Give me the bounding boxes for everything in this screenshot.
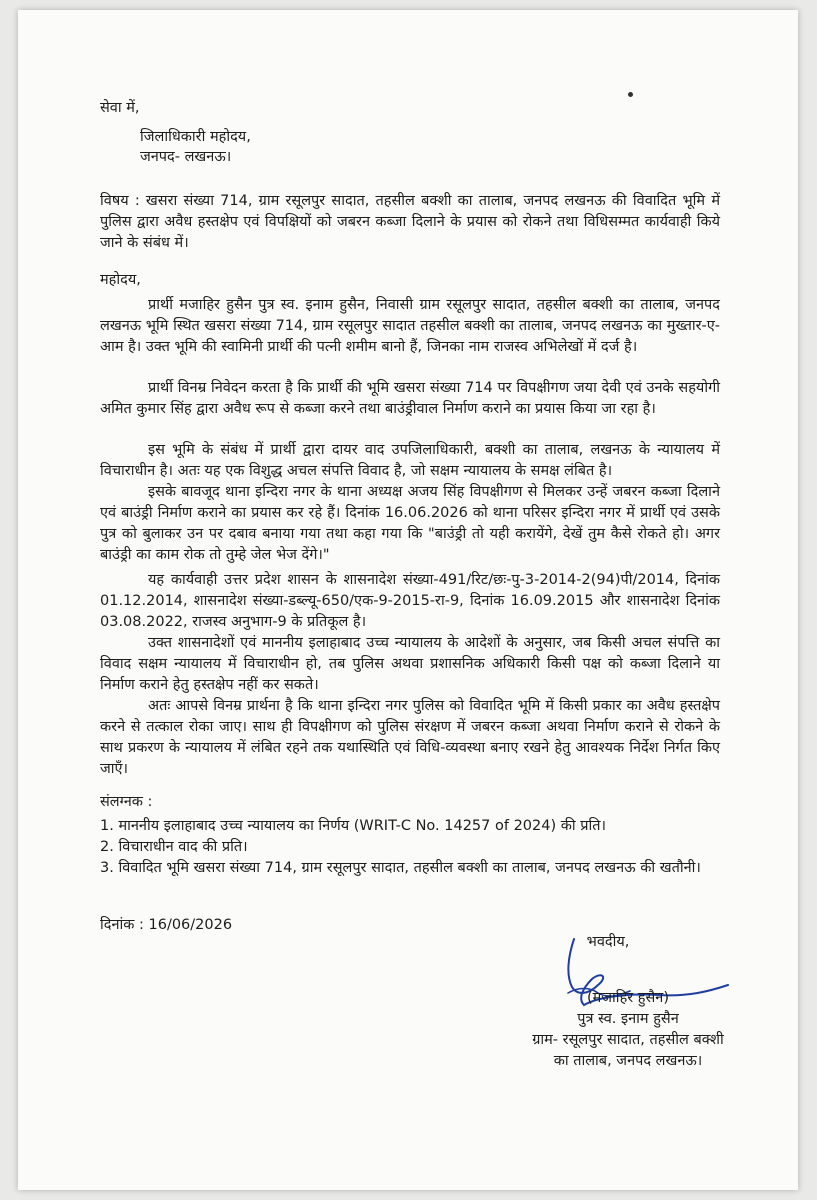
subject: विषय : खसरा संख्या 714, ग्राम रसूलपुर सादात, तहसील बक्शी का तालाब, जनपद लखनऊ की विवादित भूमि में पुलिस द्वारा अवैध हस्तक्षेप एवं विपक्षियों को जबरन कब्जा दिलाने के प्रयास को रोकने तथा विधिसम्मत कार्यवाही किये जाने के संबंध में।	[100, 193, 720, 251]
paragraph-2: प्रार्थी विनम्र निवेदन करता है कि प्रार्थी की भूमि खसरा संख्या 714 पर विपक्षीगण जया देवी एवं उनके सहयोगी अमित कुमार सिंह द्वारा अवैध रूप से कब्जा करने तथा बाउंड्रीवाल निर्माण कराने का प्रयास किया जा रहा है।	[100, 380, 720, 417]
paragraph-4: इसके बावजूद थाना इन्दिरा नगर के थाना अध्यक्ष अजय सिंह विपक्षीगण से मिलकर उन्हें जबरन कब्जा दिलाने एवं बाउंड्री निर्माण कराने का प्रयास कर रहे हैं। दिनांक 16.06.2026 को थाना परिसर इन्दिरा नगर में प्रार्थी एवं उसके पुत्र को बुलाकर उन पर दबाव बनाया गया तथा कहा गया कि "बाउंड्री तो यही करायेंगे, देखें तुम कैसे रोकते हो। अगर बाउंड्री का काम रोक तो तुम्हे जेल भेज देंगे।"	[100, 484, 720, 563]
enclosure-item-1: 1. माननीय इलाहाबाद उच्च न्यायालय का निर्णय (WRIT-C No. 14257 of 2024) की प्रति।	[100, 818, 607, 834]
signer-address-1: ग्राम- रसूलपुर सादात, तहसील बक्शी	[532, 1032, 724, 1048]
paragraph-1: प्रार्थी मजाहिर हुसैन पुत्र स्व. इनाम हुसैन, निवासी ग्राम रसूलपुर सादात, तहसील बक्शी का तालाब, जनपद लखनऊ भूमि स्थित खसरा संख्या 714, ग्राम रसूलपुर सादात तहसील बक्शी का तालाब, जनपद लखनऊ का मुख्तार-ए-आम है। उक्त भूमि की स्वामिनी प्रार्थी की पत्नी शमीम बानो हैं, जिनका नाम राजस्व अभिलेखों में दर्ज है।	[100, 297, 720, 355]
signer-name: (मजाहिर हुसैन)	[586, 990, 670, 1006]
letter-page	[18, 10, 798, 1190]
recipient-line-2: जनपद- लखनऊ।	[140, 149, 232, 165]
enclosure-heading: संलग्नक :	[100, 794, 153, 810]
greeting: महोदय,	[100, 272, 141, 288]
date-line: दिनांक : 16/06/2026	[100, 917, 233, 933]
signer-address-2: का तालाब, जनपद लखनऊ।	[553, 1053, 703, 1069]
closing: भवदीय,	[586, 934, 630, 950]
paragraph-7: अतः आपसे विनम्र प्रार्थना है कि थाना इन्दिरा नगर पुलिस को विवादित भूमि में किसी प्रकार का अवैध हस्तक्षेप करने से तत्काल रोका जाए। साथ ही विपक्षीगण को पुलिस संरक्षण में जबरन कब्जा अथवा निर्माण कराने से रोकने के साथ प्रकरण के न्यायालय में लंबित रहने तक यथास्थिति एवं विधि-व्यवस्था बनाए रखने हेतु आवश्यक निर्देश निर्गत किए जाएँ।	[100, 698, 720, 777]
enclosure-item-2: 2. विचाराधीन वाद की प्रति।	[100, 839, 248, 855]
signer-father: पुत्र स्व. इनाम हुसैन	[577, 1011, 679, 1027]
paragraph-6: उक्त शासनादेशों एवं माननीय इलाहाबाद उच्च न्यायालय के आदेशों के अनुसार, जब किसी अचल संपत्ति का विवाद सक्षम न्यायालय में विचाराधीन हो, तब पुलिस अथवा प्रशासनिक अधिकारी किसी पक्ष को कब्जा दिलाने या निर्माण कराने हेतु हस्तक्षेप नहीं कर सकते।	[100, 635, 720, 693]
enclosure-item-3: 3. विवादित भूमि खसरा संख्या 714, ग्राम रसूलपुर सादात, तहसील बक्शी का तालाब, जनपद लखनऊ की खतौनी।	[100, 860, 701, 876]
paragraph-3: इस भूमि के संबंध में प्रार्थी द्वारा दायर वाद उपजिलाधिकारी, बक्शी का तालाब, लखनऊ के न्यायालय में विचाराधीन है। अतः यह एक विशुद्ध अचल संपत्ति विवाद है, जो सक्षम न्यायालय के समक्ष लंबित है।	[100, 442, 720, 479]
paragraph-5: यह कार्यवाही उत्तर प्रदेश शासन के शासनादेश संख्या-491/रिट/छः-पु-3-2014-2(94)पी/2014, दिनांक 01.12.2014, शासनादेश संख्या-डब्ल्यू-650/एक-9-2015-रा-9, दिनांक 16.09.2015 और शासनादेश दिनांक 03.08.2022, राजस्व अनुभाग-9 के प्रतिकूल है।	[100, 572, 720, 630]
salutation: सेवा में,	[100, 100, 140, 116]
dot-mark	[628, 92, 633, 97]
recipient-line-1: जिलाधिकारी महोदय,	[140, 129, 251, 145]
